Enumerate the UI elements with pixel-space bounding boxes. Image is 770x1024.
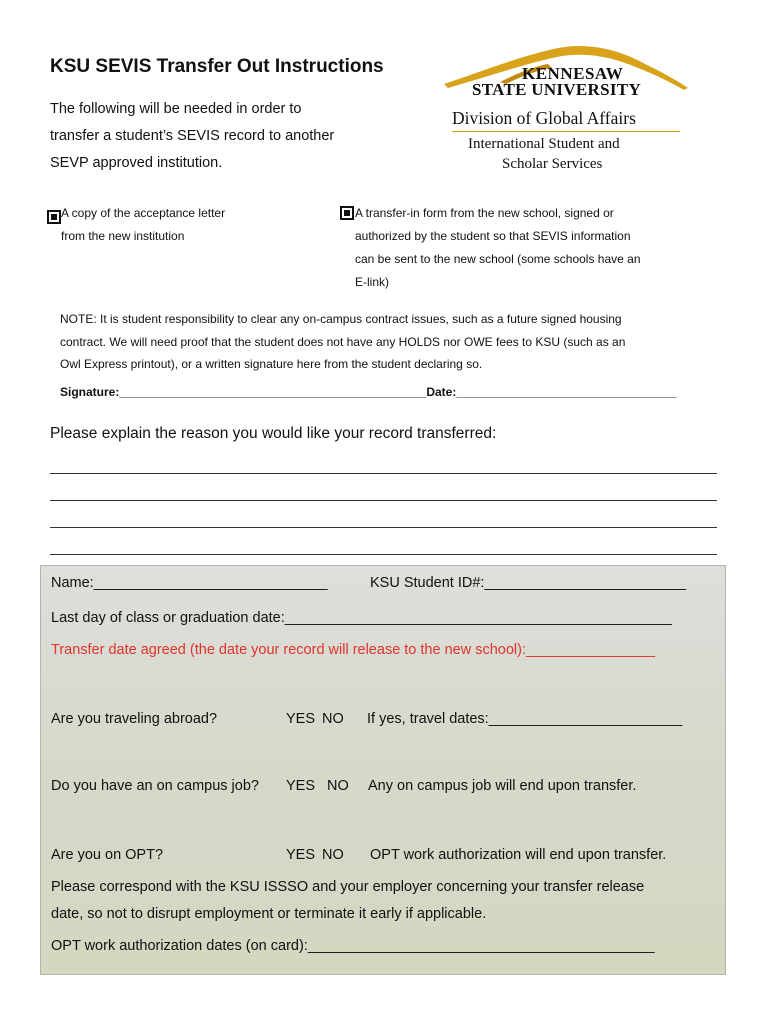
checklist-line: A transfer-in form from the new school, signed or [355,206,614,220]
job-question: Do you have an on campus job? [51,778,259,794]
correspond-line-1: Please correspond with the KSU ISSSO and your employer concerning your transfer release [51,879,645,895]
opt-yes-option[interactable]: YES [286,847,316,863]
student-info-panel [40,565,726,975]
note-line: NOTE: It is student responsibility to clear any on-campus contract issues, such as a future signed housing [60,312,622,326]
opt-note: OPT work authorization will end upon transfer. [370,847,667,863]
correspond-line-2: date, so not to disrupt employment or terminate it early if applicable. [51,906,487,922]
logo-state-university: STATE UNIVERSITY [472,80,642,99]
logo-unit-line2: Scholar Services [502,156,603,172]
traveling-yes-option[interactable]: YES [286,711,316,727]
last-day-field[interactable]: Last day of class or graduation date:________________________________________________ [51,610,672,626]
intro-line: transfer a student’s SEVIS record to another [50,128,335,144]
checklist-line: authorized by the student so that SEVIS information [355,229,631,243]
transfer-date-field[interactable]: Transfer date agreed (the date your record will release to the new school):________________ [51,642,656,658]
note-line: contract. We will need proof that the student does not have any HOLDS nor OWE fees to KSU (such as an [60,334,626,349]
reason-line-3[interactable] [50,527,717,528]
checklist-item-transfer-form [355,202,641,294]
checklist-item-acceptance [61,202,225,248]
job-note: Any on campus job will end upon transfer. [368,778,637,794]
opt-no-option[interactable]: NO [322,847,344,863]
traveling-question: Are you traveling abroad? [51,711,218,727]
signature-date-field[interactable]: Signature:______________________________________________Date:_________________________________ [60,385,677,399]
checklist-line: can be sent to the new school (some schools have an [355,252,641,266]
reason-line-1[interactable] [50,473,717,474]
travel-dates-field[interactable]: If yes, travel dates:________________________ [367,711,683,727]
name-field[interactable]: Name:_____________________________ [51,575,328,591]
checklist-line: from the new institution [61,229,185,243]
page-title: KSU SEVIS Transfer Out Instructions [50,56,384,77]
reason-line-4[interactable] [50,554,717,555]
note-block [60,308,625,376]
intro-text [50,96,390,177]
traveling-no-option[interactable]: NO [322,711,344,727]
checkbox-acceptance-letter[interactable] [47,210,61,224]
logo-unit-line1: International Student and [468,136,620,152]
opt-dates-field[interactable]: OPT work authorization dates (on card):___________________________________________ [51,938,655,954]
checkbox-transfer-in-form[interactable] [340,206,354,220]
logo-division: Division of Global Affairs [452,108,636,128]
note-line: Owl Express printout), or a written signature here from the student declaring so. [60,357,483,371]
job-yes-option[interactable]: YES [286,778,316,794]
checklist-line: A copy of the acceptance letter [61,206,226,220]
ksu-logo [440,42,700,182]
logo-divider [452,131,680,132]
opt-question: Are you on OPT? [51,847,164,863]
reason-line-2[interactable] [50,500,717,501]
explain-prompt: Please explain the reason you would like your record transferred: [50,425,497,442]
logo-kennesaw: KENNESAW [522,64,624,83]
job-no-option[interactable]: NO [327,778,349,794]
student-id-field[interactable]: KSU Student ID#:_________________________ [370,575,687,591]
checklist-line: E-link) [355,275,390,289]
intro-line: SEVP approved institution. [50,155,223,171]
intro-line: The following will be needed in order to [50,101,302,117]
